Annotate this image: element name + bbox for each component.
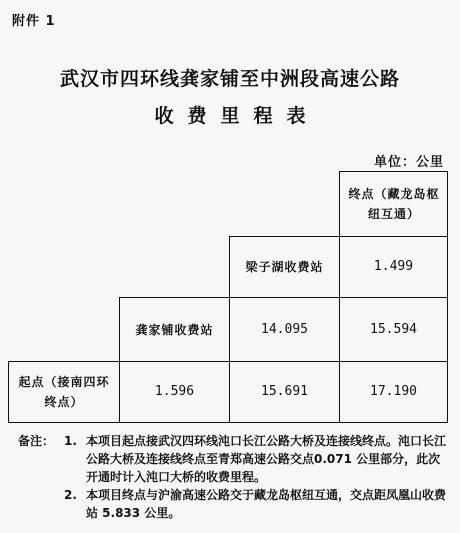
table-line <box>447 171 448 423</box>
station-liangzihu: 梁子湖收费站 <box>245 260 324 274</box>
table-cell: 15.594 <box>370 321 417 337</box>
remark-number: 2. <box>64 488 77 502</box>
start-point-header: 起点（接南四环终点） <box>18 375 110 409</box>
table-cell: 1.596 <box>154 384 195 399</box>
document-subtitle: 收费里程表 <box>154 105 320 127</box>
table-line <box>8 422 448 423</box>
remark-text: 本项目终点与沪渝高速公路交于藏龙岛枢纽互通，交点距凤凰山收费站 5.833 公里。 <box>86 488 447 520</box>
end-point-header: 终点（藏龙岛枢纽互通） <box>348 187 440 221</box>
table-cell: 1.499 <box>373 259 414 274</box>
unit-label: 单位：公里 <box>373 155 444 170</box>
table-cell: 14.095 <box>261 321 308 337</box>
remarks-label: 备注： <box>18 434 55 448</box>
table-cell: 15.691 <box>261 384 308 399</box>
station-gongjiapu: 龚家铺收费站 <box>135 322 214 337</box>
remark-item <box>18 486 448 522</box>
table-cell: 17.190 <box>370 384 417 399</box>
remark-item <box>18 432 448 486</box>
remark-text: 本项目起点接武汉四环线沌口长江公路大桥及连接线终点。沌口长江公路大桥及连接线终点至青郑高速公路交点0.071 公里部分，此次开通时计入沌口大桥的收费里程。 <box>86 434 447 484</box>
document-title: 武汉市四环线龚家铺至中洲段高速公路 <box>59 68 400 90</box>
table-line <box>8 361 9 423</box>
remark-number: 1. <box>64 434 77 448</box>
attachment-label: 附件 1 <box>12 14 56 29</box>
remarks <box>18 432 448 522</box>
